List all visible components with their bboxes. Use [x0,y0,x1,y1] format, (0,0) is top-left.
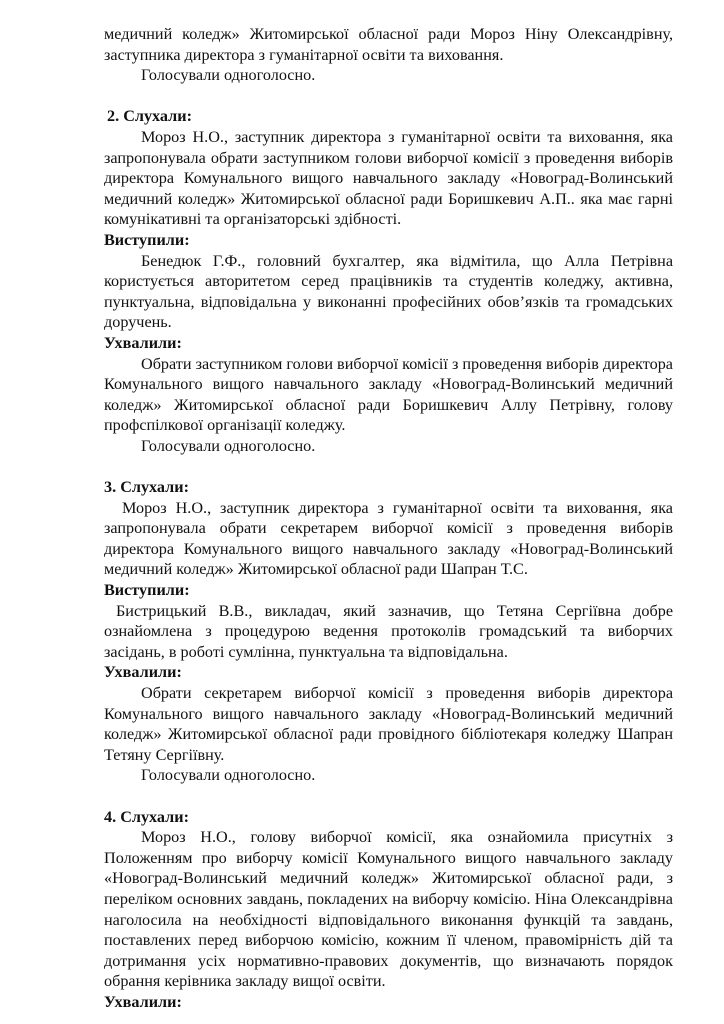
resolved-text: Обрати секретарем виборчої комісії з проведення виборів директора Комунального вищого навчального закладу «Новоград-Волинський медичний коледж» Житомирської обласної ради провідного бібліотекаря коледжу Шапран Тетяну Сергіївну. [104,684,673,764]
spoke-heading: Виступили: [104,230,190,249]
spacer [104,86,673,107]
heard-heading: 4. Слухали: [104,807,189,826]
agenda-item-4 [104,807,673,1013]
document-page [104,24,673,1013]
spoke-heading: Виступили: [104,581,190,600]
resolved-heading: Ухвалили: [104,992,182,1011]
heard-text: Мороз Н.О., заступник директора з гуманітарної освіти та виховання, яка запропонувала обрати секретарем виборчої комісії з проведення виборів директора Комунального вищого навчального закладу «Новоград-Волинський медичний коледж» Житомирської обласної ради Шапран Т.С. [104,498,673,579]
continuation-text: медичний коледж» Житомирської обласної ради Мороз Ніну Олександрівну, заступника директора з гуманітарної освіти та виховання. [104,25,673,64]
resolved-heading: Ухвалили: [104,663,182,682]
spacer [104,456,673,477]
spacer [104,786,673,807]
agenda-item-3 [104,477,673,786]
vote-result: Голосували одноголосно. [141,766,316,785]
heard-text: Мороз Н.О., голову виборчої комісії, яка ознайомила присутніх з Положенням про виборчу комісії Комунального вищого навчального закладу «Новоград-Волинський медичний коледж» Житомирської обласної ради, з переліком основних завдань, покладених на виборчу комісію. Ніна Олександрівна наголосила на необхідності відповідального виконання функцій та завдань, поставлених перед виборчою комісію, кожним її членом, правомірність дій та дотримання усіх нормативно-правових документів, що визначають порядок обрання керівника закладу вищої освіти. [104,828,673,991]
heard-text: Мороз Н.О., заступник директора з гуманітарної освіти та виховання, яка запропонувала обрати заступником голови виборчої комісії з проведення виборів директора Комунального вищого навчального закладу «Новоград-Волинський медичний коледж» Житомирської обласної ради Боришкевич А.П.. яка має гарні комунікативні та організаторські здібності. [104,127,673,229]
spoke-text: Бенедюк Г.Ф., головний бухгалтер, яка відмітила, що Алла Петрівна користується авторитетом серед працівників та студентів коледжу, активна, пунктуальна, відповідальна у виконанні професійних обов’язків та громадських доручень. [104,251,673,332]
agenda-item-2 [104,106,673,456]
resolved-heading: Ухвалили: [104,333,182,352]
vote-result: Голосували одноголосно. [141,436,316,455]
spoke-text: Бистрицький В.В., викладач, який зазначив, що Тетяна Сергіївна добре ознайомлена з процедурою ведення протоколів громадський та виборчих засідань, в роботі сумлінна, пунктуальна та відповідальна. [104,601,673,661]
vote-result: Голосували одноголосно. [141,66,316,85]
resolved-text: Обрати заступником голови виборчої комісії з проведення виборів директора Комунального вищого навчального закладу «Новоград-Волинський медичний коледж» Житомирської обласної ради Боришкевич Аллу Петрівну, голову профспілкової організації коледжу. [104,354,673,435]
heard-heading: 3. Слухали: [104,478,189,497]
heard-heading: 2. Слухали: [107,107,192,126]
